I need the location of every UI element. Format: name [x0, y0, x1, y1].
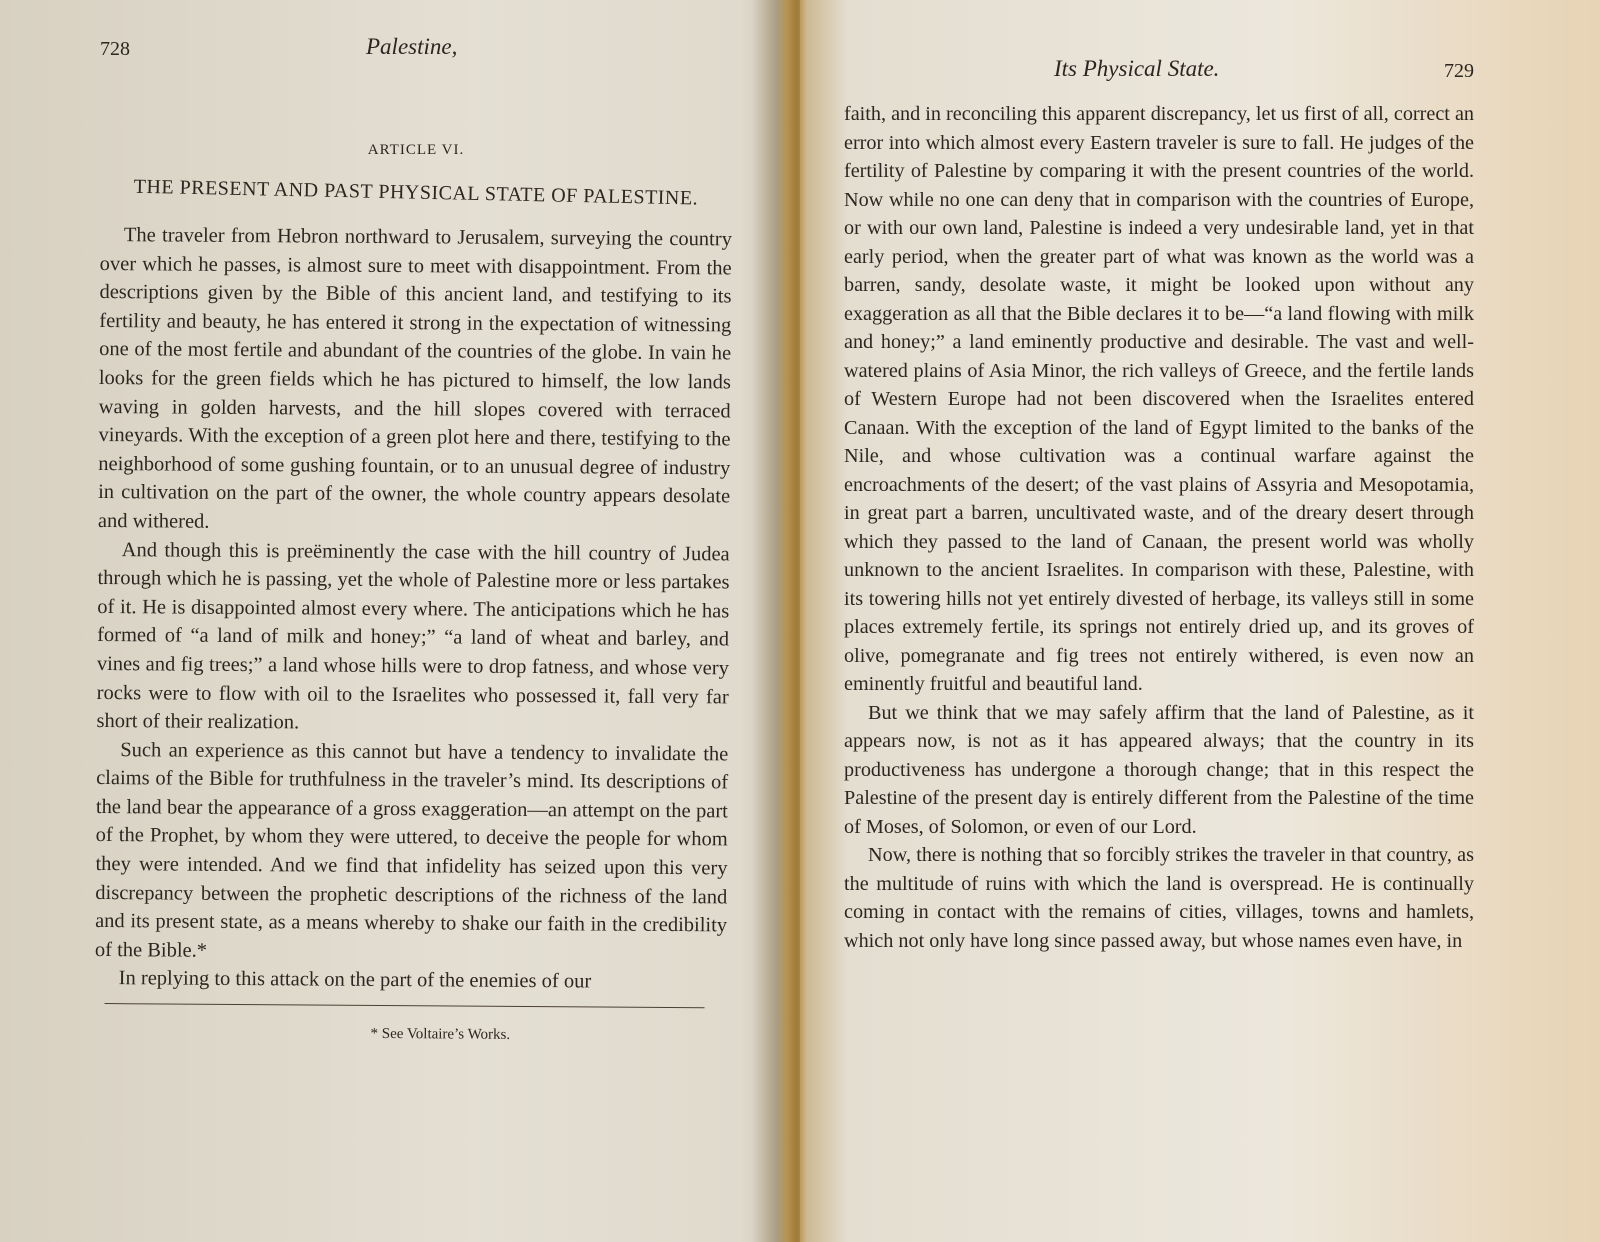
running-head-left	[100, 30, 732, 70]
paragraph: In replying to this attack on the part of the enemies of our	[118, 967, 592, 993]
paragraph: The traveler from Hebron northward to Jerusalem, surveying the country over which he passes, is almost sure to meet with disappointment. From the descriptions given by the Bible of this ancient land, and testifying to its fertility and beauty, he has entered it strong in the expectation of witnessing one of the most fertile and abundant of the countries of the globe. In vain he looks for the green fields which he has pictured to himself, the low lands waving in golden harvests, and the hill slopes covered with terraced vineyards. With the exception of a green plot here and there, testifying to the neighborhood of some gushing fountain, or to an unusual degree of industry in cultivation on the part of the owner, the whole country appears desolate and withered.	[97, 224, 732, 533]
right-body-text	[844, 100, 1474, 955]
left-page	[0, 0, 780, 1242]
left-body-text	[94, 221, 732, 1051]
article-title: THE PRESENT AND PAST PHYSICAL STATE OF PALESTINE.	[133, 175, 699, 210]
running-head-title-left: Palestine,	[366, 34, 458, 59]
paragraph: faith, and in reconciling this apparent discrepancy, let us first of all, correct an error into which almost every Eastern traveler is sure to fall. He judges of the fertility of Palestine by comparing it with the present countries of the world. Now while no one can deny that in comparison with the countries of Europe, or with our own land, Palestine is indeed a very undesirable land, yet in that early period, when the greater part of what was known as the world was a barren, sandy, desolate waste, it might be looked upon without any exaggeration as all that the Bible declares it to be—“a land flowing with milk and honey;” a land eminently productive and desirable. The vast and well-watered plains of Asia Minor, the rich valleys of Greece, and the fertile lands of Western Europe had not been discovered when the Israelites entered Canaan. With the exception of the land of Egypt limited to the banks of the Nile, and whose cultivation was a continual warfare against the encroachments of the desert; of the vast plains of Assyria and Mesopotamia, in great part a barren, uncultivated waste, and of the dreary desert through which they passed to the land of Canaan, the present world was wholly unknown to the ancient Israelites. In comparison with these, Palestine, with its towering hills not yet entirely divested of herbage, its valleys still in some places extremely fertile, its springs not entirely dried up, and its groves of olive, pomegranate and fig trees not entirely withered, is even now an eminently fruitful and beautiful land.	[844, 103, 1474, 695]
article-label: ARTICLE VI.	[367, 142, 465, 158]
paragraph: Now, there is nothing that so forcibly strikes the traveler in that country, as the multitude of ruins with which the land is overspread. He is continually coming in contact with the remains of cities, villages, towns and hamlets, which not only have long since passed away, but whose names even have, in	[844, 844, 1474, 952]
paragraph: Such an experience as this cannot but have a tendency to invalidate the claims of the Bible for truthfulness in the traveler’s mind. Its descriptions of the land bear the appearance of a gross exaggeration—an attempt on the part of the Prophet, by whom they were uttered, to deceive the people for whom they were intended. And we find that infidelity has seized upon this very discrepancy between the prophetic descriptions of the richness of the land and its present state, as a means whereby to shake our faith in the credibility of the Bible.*	[94, 738, 729, 962]
page-number-right: 729	[1444, 60, 1474, 82]
page-number-left: 728	[100, 38, 130, 60]
running-head-title-right: Its Physical State.	[1054, 56, 1220, 81]
running-head-right	[844, 52, 1474, 92]
footnote: * See Voltaire’s Works.	[370, 1025, 511, 1043]
right-page	[800, 0, 1600, 1242]
paragraph: But we think that we may safely affirm that the land of Palestine, as it appears now, is not as it has appeared always; that the country in its productiveness has undergone a thorough change; that in this respect the Palestine of the present day is entirely different from the Palestine of the time of Moses, of Solomon, or even of our Lord.	[844, 701, 1474, 838]
paragraph: And though this is preëminently the case with the hill country of Judea through which he is passing, yet the whole of Palestine more or less partakes of it. He is disappointed almost every where. The anticipations which he has formed of “a land of milk and honey;” “a land of wheat and barley, and vines and fig trees;” a land whose hills were to drop fatness, and whose very rocks were to flow with oil to the Israelites who possessed it, fall very far short of their realization.	[96, 538, 730, 734]
footnote-rule	[105, 1003, 705, 1008]
